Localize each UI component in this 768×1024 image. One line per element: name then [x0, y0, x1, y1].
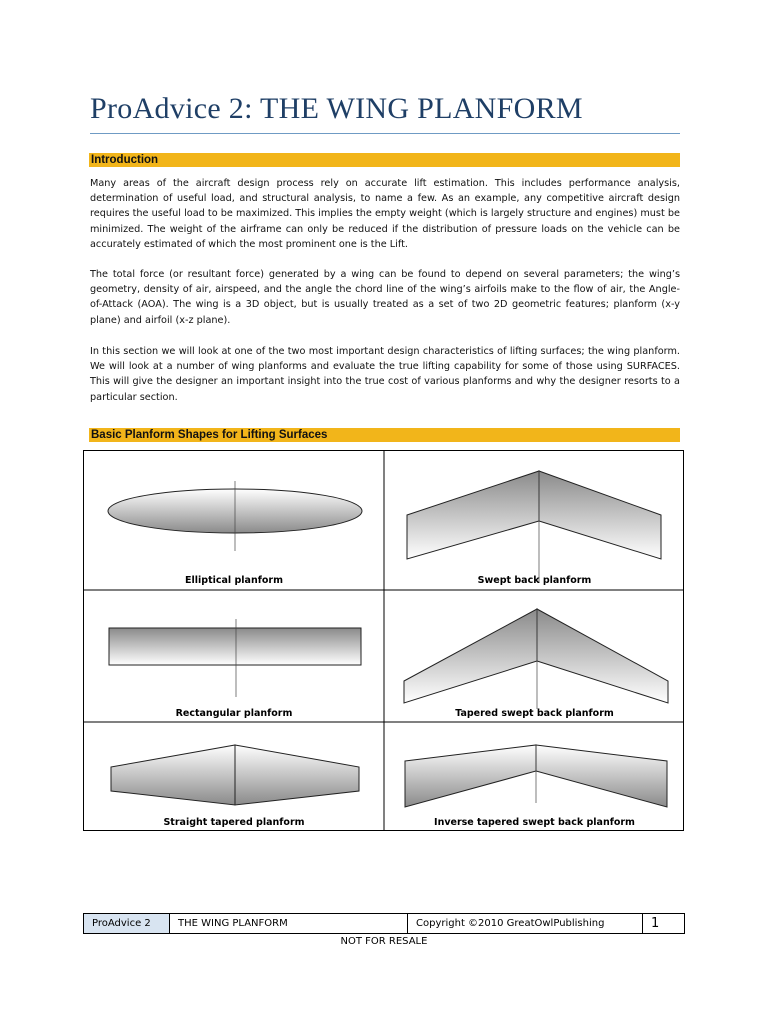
straight-tapered-planform-figure: [84, 723, 384, 831]
cell-rectangular: [84, 591, 384, 722]
intro-paragraph-1: Many areas of the aircraft design process rely on accurate lift estimation. This includes performance analysis, determination of useful load, and structural analysis, to name a few. As an example, any competitive aircraft design requires the useful load to be maximized. This implies the empty weight (which is largely structure and engines) must be minimized. The weight of the airframe can only be reduced if the distribution of pressure loads on the vehicle can be accurately estimated of which the most prominent one is the Lift.: [90, 178, 680, 250]
page-number: 1: [651, 916, 660, 931]
rectangular-planform-figure: [84, 591, 384, 722]
caption-rectangular: Rectangular planform: [175, 708, 293, 719]
caption-tapered-swept-back: Tapered swept back planform: [455, 708, 614, 719]
footer-copyright: Copyright ©2010 GreatOwlPublishing: [408, 914, 643, 933]
cell-swept-back: [385, 451, 684, 590]
cell-elliptical: [84, 451, 384, 590]
intro-paragraph-2: The total force (or resultant force) generated by a wing can be found to depend on several parameters; the wing’s geometry, density of air, airspeed, and the angle the chord line of the wing’s airfoils make to the flow of air, the Angle-of-Attack (AOA). The wing is a 3D object, but is usually treated as a set of two 2D geometric features; planform (x-y plane) and airfoil (x-z plane).: [90, 269, 680, 326]
cell-straight-tapered: [84, 723, 384, 831]
swept-back-planform-figure: [385, 451, 684, 590]
caption-straight-tapered: Straight tapered planform: [163, 817, 305, 828]
elliptical-planform-figure: [84, 451, 384, 590]
footer-topic: THE WING PLANFORM: [170, 914, 408, 933]
planform-grid: [83, 450, 684, 831]
caption-inverse-tapered-swept-back: Inverse tapered swept back planform: [434, 817, 635, 828]
cell-inverse-tapered-swept-back: [385, 723, 684, 831]
resale-notice: NOT FOR RESALE: [340, 936, 428, 947]
caption-swept-back: Swept back planform: [477, 575, 592, 586]
title-rule: [90, 133, 680, 134]
page-footer: [83, 913, 685, 934]
footer-label: ProAdvice 2: [84, 914, 170, 933]
page-title: ProAdvice 2: THE WING PLANFORM: [90, 92, 583, 125]
tapered-swept-back-planform-figure: [385, 591, 684, 722]
cell-tapered-swept-back: [385, 591, 684, 722]
intro-paragraph-3: In this section we will look at one of the two most important design characteristics of lifting surfaces; the wing planform. We will look at a number of wing planforms and evaluate the true lifting capability for some of those using SURFACES. This will give the designer an important insight into the true cost of various planforms and why the designer resorts to a particular section.: [90, 346, 680, 403]
section-heading-introduction: Introduction: [89, 153, 680, 167]
section-heading-planforms: Basic Planform Shapes for Lifting Surfaces: [89, 428, 680, 442]
caption-elliptical: Elliptical planform: [185, 575, 283, 586]
inverse-tapered-swept-back-planform-figure: [385, 723, 684, 831]
